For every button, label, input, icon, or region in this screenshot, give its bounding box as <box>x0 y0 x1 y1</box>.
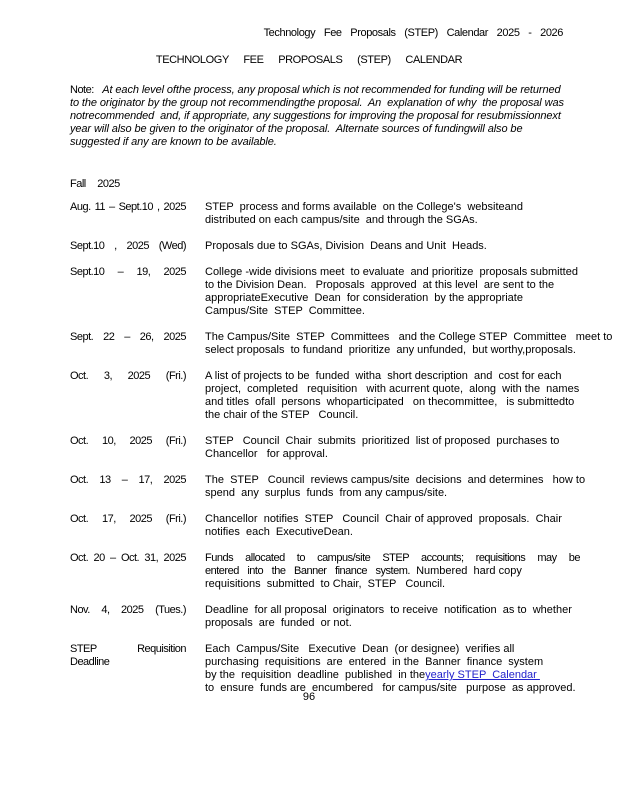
text-line <box>205 578 580 591</box>
text-segment: Numbered hard copy <box>409 565 522 577</box>
text-segment: At each level ofthe process, any proposal which is not recommended for funding will be returned <box>93 84 561 96</box>
text-line <box>205 266 580 279</box>
text-line <box>205 448 580 461</box>
schedule-row <box>70 643 580 695</box>
text-segment: STEP process and forms available on the College's websiteand <box>205 201 524 213</box>
text-segment: Proposals due to SGAs, Division Deans and Unit Heads. <box>205 240 487 252</box>
yearly-step-calendar-link[interactable]: yearly STEP Calendar <box>425 669 540 681</box>
page-title: TECHNOLOGY FEE PROPOSALS (STEP) CALENDAR <box>155 54 463 66</box>
date-text: Aug. 11 – Sept.10 , 2025 <box>70 201 186 213</box>
text-segment: to the originator by the group not recommendingthe proposal. An explanation of why the proposal was <box>70 97 564 109</box>
text-line <box>205 487 580 500</box>
document-running-header: Technology Fee Proposals (STEP) Calendar 2025 - 2026 <box>263 27 563 39</box>
text-line <box>70 97 564 110</box>
text-segment: proposals are funded or not. <box>205 617 352 629</box>
schedule-date <box>70 266 186 279</box>
date-text: Sept.10 , 2025 (Wed) <box>70 240 186 252</box>
text-segment: notifies each ExecutiveDean. <box>205 526 353 538</box>
text-line <box>70 136 564 149</box>
text-segment: College -wide divisions meet to evaluate and prioritize proposals submitted <box>205 266 578 278</box>
text-segment: and titles ofall persons whoparticipated on thecommittee, is submittedto <box>205 396 575 408</box>
schedule-date <box>70 604 186 617</box>
text-segment: project, completed requisition with acurrent quote, along with the names <box>205 383 580 395</box>
text-segment: Funds allocated to campus/site STEP accounts; requisitions may be <box>205 552 580 564</box>
schedule-description <box>205 552 580 591</box>
schedule-row <box>70 435 580 461</box>
schedule-date <box>70 435 186 448</box>
date-text: Oct. 3, 2025 (Fri.) <box>70 370 186 382</box>
text-line <box>205 370 580 383</box>
text-line <box>70 84 564 97</box>
date-text: Sept.10 – 19, 2025 <box>70 266 186 278</box>
text-segment: notrecommended and, if appropriate, any suggestions for improving the proposal for resubmissionnext <box>70 110 561 122</box>
text-line <box>205 240 580 253</box>
text-segment: appropriateExecutive Dean for consideration by the appropriate <box>205 292 523 304</box>
text-line <box>205 201 580 214</box>
text-line <box>70 110 564 123</box>
section-label-fall: Fall 2025 <box>70 178 120 190</box>
text-line <box>205 474 586 487</box>
date-text: Oct. 17, 2025 (Fri.) <box>70 513 186 525</box>
schedule-date <box>70 201 186 214</box>
text-segment: by the requisition deadline published in the <box>205 669 426 681</box>
text-line <box>205 565 580 578</box>
text-line <box>205 604 580 617</box>
text-line <box>70 123 564 136</box>
text-segment: Chancellor notifies STEP Council Chair of approved proposals. Chair <box>205 513 562 525</box>
text-segment: Note: <box>70 84 94 96</box>
text-segment: spend any surplus funds from any campus/site. <box>205 487 448 499</box>
text-segment: Campus/Site STEP Committee. <box>205 305 365 317</box>
schedule-description <box>205 201 580 227</box>
text-segment: The Campus/Site STEP Committees and the College STEP Committee meet to <box>205 331 613 343</box>
schedule-date <box>70 240 186 253</box>
schedule-row <box>70 474 586 500</box>
text-segment: select proposals to fundand prioritize any unfunded, but worthy,proposals. <box>205 344 576 356</box>
date-text: Oct. 13 – 17, 2025 <box>70 474 186 486</box>
text-segment: STEP Council Chair submits prioritized list of proposed purchases to <box>205 435 560 447</box>
text-line <box>205 383 580 396</box>
schedule-date <box>70 331 186 344</box>
text-segment: Deadline for all proposal originators to receive notification as to whether <box>205 604 572 616</box>
page-number: 96 <box>302 691 316 703</box>
schedule-date <box>70 552 186 565</box>
text-segment: The STEP Council reviews campus/site decisions and determines how to <box>205 474 586 486</box>
text-line <box>205 292 580 305</box>
schedule-description <box>205 370 580 422</box>
text-line <box>205 643 580 656</box>
date-text: Sept. 22 – 26, 2025 <box>70 331 186 343</box>
text-line <box>205 669 580 682</box>
schedule-row <box>70 240 580 253</box>
text-segment: distributed on each campus/site and through the SGAs. <box>205 214 478 226</box>
schedule-date <box>70 643 186 669</box>
text-segment: Each Campus/Site Executive Dean (or designee) verifies all <box>205 643 515 655</box>
schedule-date <box>70 370 186 383</box>
date-text: Oct. 10, 2025 (Fri.) <box>70 435 186 447</box>
text-segment: the chair of the STEP Council. <box>205 409 359 421</box>
schedule-row <box>70 513 580 539</box>
text-line <box>205 305 580 318</box>
schedule-list <box>70 201 613 708</box>
date-text: Oct. 20 – Oct. 31, 2025 <box>70 552 186 564</box>
date-text: STEP Requisition <box>70 643 186 655</box>
schedule-description <box>205 513 580 539</box>
schedule-row <box>70 552 580 591</box>
text-segment: Chancellor for approval. <box>205 448 328 460</box>
schedule-description <box>205 435 580 461</box>
schedule-row <box>70 201 580 227</box>
text-segment: to the Division Dean. Proposals approved at this level are sent to the <box>205 279 555 291</box>
text-line <box>205 396 580 409</box>
schedule-date <box>70 474 186 487</box>
text-line <box>205 279 580 292</box>
text-line <box>205 344 580 357</box>
note-paragraph <box>70 84 564 149</box>
date-text: Nov. 4, 2025 (Tues.) <box>70 604 186 616</box>
schedule-row <box>70 370 580 422</box>
text-line <box>205 656 580 669</box>
text-segment: entered into the Banner finance system. <box>205 565 410 577</box>
text-segment: year will also be given to the originator of the proposal. Alternate sources of fundingwill also be <box>70 123 523 135</box>
text-line <box>205 214 580 227</box>
text-line <box>205 617 580 630</box>
schedule-description <box>205 331 613 357</box>
text-line <box>205 513 580 526</box>
text-segment: suggested if any are known to be available. <box>70 136 277 148</box>
text-segment: purchasing requisitions are entered in the Banner finance system <box>205 656 544 668</box>
schedule-description <box>205 643 580 695</box>
text-line <box>205 552 580 565</box>
schedule-description <box>205 604 580 630</box>
schedule-row <box>70 604 580 630</box>
text-segment: to ensure funds are encumbered for campus/site purpose as approved. <box>205 682 576 694</box>
text-segment: requisitions submitted to Chair, STEP Council. <box>205 578 446 590</box>
schedule-date <box>70 513 186 526</box>
text-line <box>205 409 580 422</box>
text-segment: A list of projects to be funded witha short description and cost for each <box>205 370 562 382</box>
schedule-description <box>205 474 586 500</box>
schedule-description <box>205 266 580 318</box>
text-line <box>205 331 613 344</box>
schedule-row <box>70 331 613 357</box>
text-line <box>205 526 580 539</box>
text-line <box>205 435 580 448</box>
schedule-description <box>205 240 580 253</box>
date-text: Deadline <box>70 656 110 668</box>
schedule-row <box>70 266 580 318</box>
